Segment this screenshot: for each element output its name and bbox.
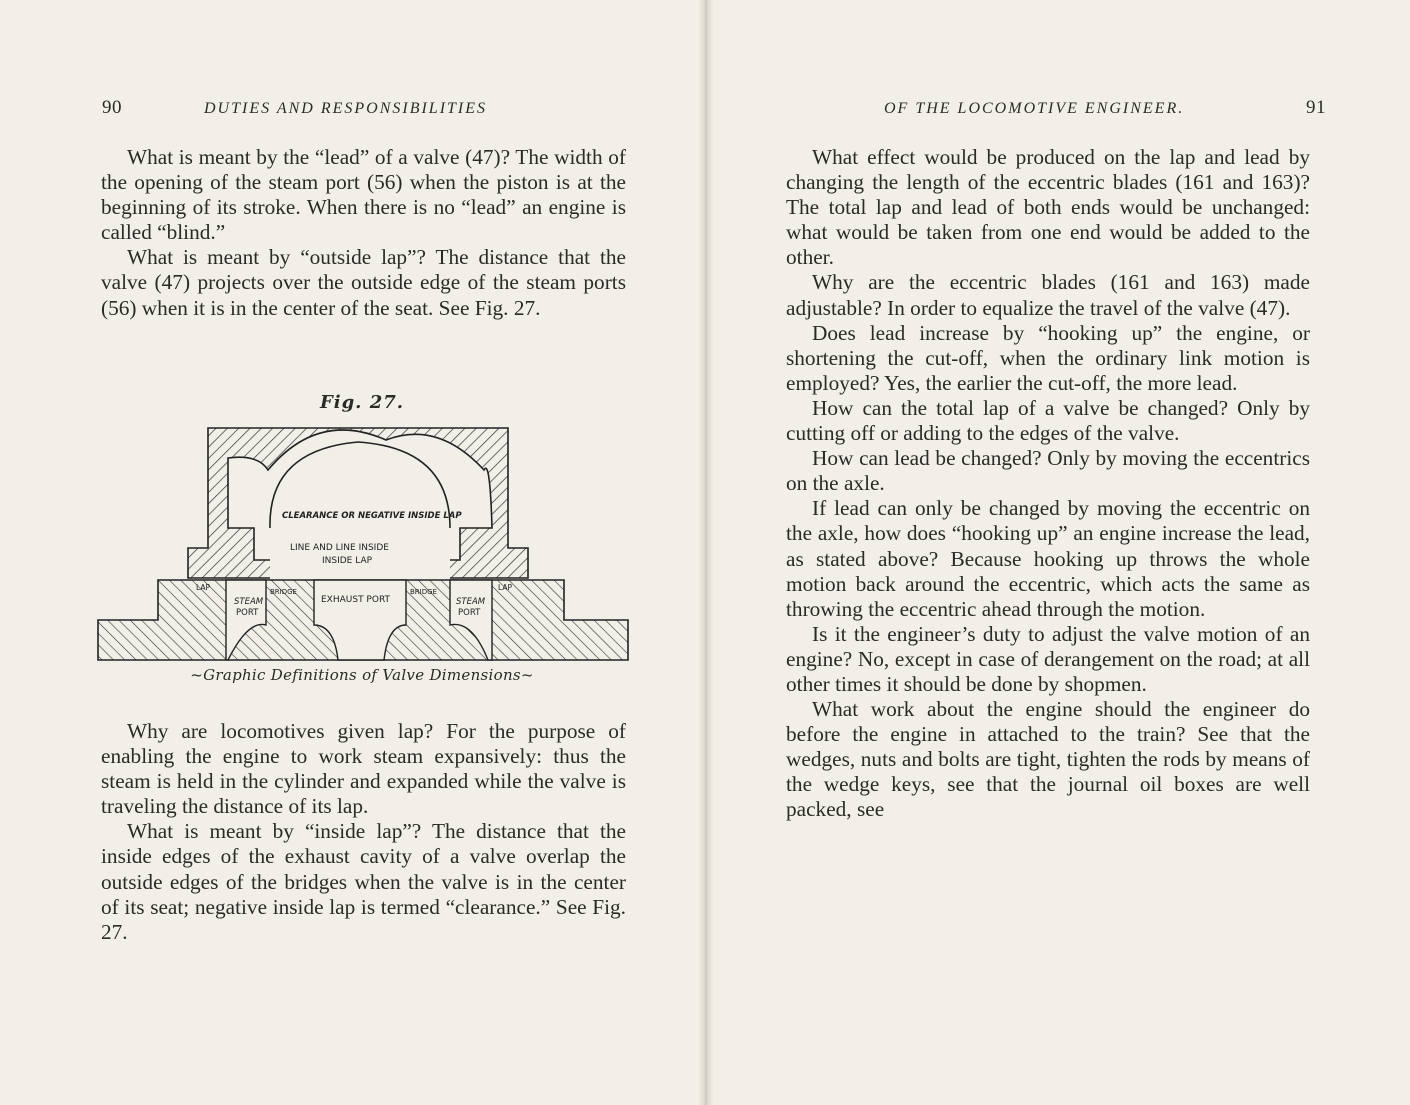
- right-text: [786, 145, 1310, 823]
- label-steam-port-right-1: STEAM: [456, 597, 486, 607]
- paragraph: What is meant by “inside lap”? The distance that the inside edges of the exhaust cavity of a valve overlap the outside edges of the bridges when the valve is in the center of its seat; negative inside lap is termed “clearance.” See Fig. 27.: [101, 819, 626, 944]
- paragraph: How can lead be changed? Only by moving the eccentrics on the axle.: [786, 446, 1310, 496]
- paragraph: Why are the eccentric blades (161 and 163) made adjustable? In order to equalize the travel of the valve (47).: [786, 270, 1310, 320]
- label-steam-port-left-2: PORT: [236, 608, 259, 618]
- left-running-title: DUTIES AND RESPONSIBILITIES: [204, 100, 488, 117]
- label-steam-port-left-1: STEAM: [234, 597, 264, 607]
- valve-diagram: [88, 420, 636, 690]
- figure-title: Fig. 27.: [319, 392, 405, 413]
- figure-caption: ~Graphic Definitions of Valve Dimensions~: [190, 666, 534, 684]
- exhaust-cavity: [270, 528, 450, 580]
- label-bridge-right: BRIDGE: [410, 588, 437, 596]
- right-running-head: [884, 97, 1326, 123]
- label-clearance: CLEARANCE OR NEGATIVE INSIDE LAP: [282, 511, 462, 521]
- left-page: [0, 0, 700, 1105]
- paragraph: What work about the engine should the engineer do before the engine in attached to the train? See that the wedges, nuts and bolts are tight, tighten the rods by means of the wedge keys, see that the journal oil boxes are well packed, see: [786, 697, 1310, 822]
- left-page-number: 90: [102, 97, 122, 118]
- paragraph: Is it the engineer’s duty to adjust the valve motion of an engine? No, except in case of derangement on the road; at all other times it should be done by shopmen.: [786, 621, 1310, 696]
- paragraph: If lead can only be changed by moving the eccentric on the axle, how does “hooking up” an engine increase the lead, as stated above? Because hooking up throws the whole motion back around the eccentric, which acts the same as throwing the eccentric ahead through the motion.: [786, 496, 1310, 621]
- right-running-title: OF THE LOCOMOTIVE ENGINEER.: [884, 100, 1185, 117]
- paragraph: How can the total lap of a valve be changed? Only by cutting off or adding to the edges of the valve.: [786, 395, 1310, 446]
- left-text-bottom: [101, 719, 626, 945]
- label-steam-port-right-2: PORT: [458, 608, 481, 618]
- label-exhaust-port: EXHAUST PORT: [321, 595, 391, 605]
- figure-27: [88, 390, 636, 700]
- label-lap-left: LAP: [196, 583, 211, 592]
- label-bridge-left: BRIDGE: [270, 588, 297, 596]
- label-lap-right: LAP: [498, 583, 513, 592]
- label-inside-lap: INSIDE LAP: [322, 556, 373, 566]
- label-line-and-line: LINE AND LINE INSIDE: [290, 543, 389, 553]
- paragraph: What is meant by “outside lap”? The distance that the valve (47) projects over the outside edge of the steam ports (56) when it is in the center of the seat. See Fig. 27.: [101, 245, 626, 320]
- paragraph: What effect would be produced on the lap and lead by changing the length of the eccentric blades (161 and 163)? The total lap and lead of both ends would be unchanged: what would be taken from one end would be added to the other.: [786, 145, 1310, 270]
- right-page-number: 91: [1306, 97, 1326, 118]
- paragraph: Does lead increase by “hooking up” the engine, or shortening the cut-off, when the ordinary link motion is employed? Yes, the earlier the cut-off, the more lead.: [786, 320, 1310, 395]
- right-page: [712, 0, 1410, 1105]
- paragraph: Why are locomotives given lap? For the purpose of enabling the engine to work steam expansively: thus the steam is held in the cylinder and expanded while the valve is traveling the distance of its lap.: [101, 719, 626, 819]
- left-running-head: [102, 97, 628, 123]
- paragraph: What is meant by the “lead” of a valve (47)? The width of the opening of the steam port (56) when the piston is at the beginning of its stroke. When there is no “lead” an engine is called “blind.”: [101, 145, 626, 245]
- left-text-top: [101, 145, 626, 321]
